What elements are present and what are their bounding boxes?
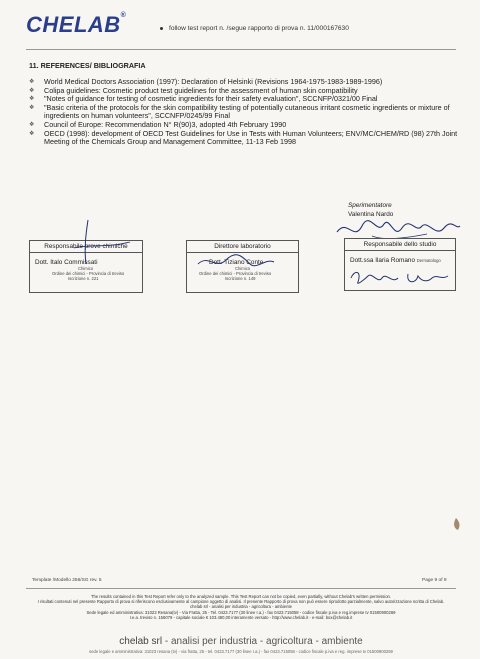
signatory-registration: Iscrizione n. 149 (225, 276, 256, 281)
box-title: Responsabile prove chimiche (30, 241, 142, 253)
reference-item: ❖ OECD (1998): development of OECD Test Guidelines for Use in Tests with Human Volunteers; ENV/MC/CHEM/RD (98) 27th Joint Meeting of the Chemicals Group and Management Committee, 11-13 Feb 1998 (29, 130, 461, 147)
footer-divider (26, 588, 456, 589)
signatory-name: Dott.ssa Ilaria Romano Dermatologo (350, 257, 441, 264)
section-title: 11. REFERENCES/ BIBLIOGRAFIA (29, 61, 146, 70)
signatory-registration: Iscrizione n. 221 (68, 276, 99, 281)
box-title: Direttore laboratorio (187, 241, 298, 253)
box-title: Responsabile dello studio (345, 239, 455, 251)
header-divider (26, 49, 456, 50)
signatory-role: Chimico (78, 266, 94, 271)
company-capital: r.e.a. treviso n. 156079 - capitale sociale € 103.480,00 interamente versato - http://www.chelab.it - e-mail: box@chelab.it (129, 614, 353, 620)
template-id: Template /Modello 256/SG rev. 5 (32, 578, 102, 583)
laboratory-signature (196, 250, 276, 274)
signatory-role: Chimico (235, 266, 251, 271)
stain-mark (450, 517, 462, 531)
footer-brand: chelab srl - analisi per industria - agricoltura - ambiente (119, 636, 363, 647)
reference-item: ❖ "Basic criteria of the protocols for the skin compatibility testing of potentially cutaneous irritant cosmetic ingredients or mixture of ingredients on human volunteers", SCCNFP/0245/99 Final (29, 104, 461, 121)
experimenter-label: Sperimentatore (348, 202, 392, 209)
reference-item: ❖ World Medical Doctors Association (1997): Declaration of Helsinki (Revisions 1964-1975-1983-1989-1996) (29, 78, 461, 86)
study-signature (348, 268, 452, 288)
reference-item: ❖ "Notes of guidance for testing of cosmetic ingredients for their safety evaluation", SCCNFP/0321/00 Final (29, 95, 461, 103)
signatory-order: Ordine dei chimici - Provincia di treviso (199, 271, 272, 276)
bullet-icon (160, 27, 163, 30)
report-reference: follow test report n. /segue rapporto di prova n. 11/000167630 (160, 25, 349, 32)
signatory-name: Dott. Italo Commissati (35, 259, 98, 266)
reference-list (29, 78, 461, 147)
signatory-name: Dott. Tiziano Conte (209, 259, 264, 266)
footer-disclaimer (26, 594, 456, 620)
chemical-signature (60, 218, 140, 268)
reference-item: ❖ Council of Europe: Recommendation N° R(90)3, adopted 4th February 1990 (29, 121, 461, 129)
company-line: chelab srl - analisi per industria - agricoltura - ambiente (190, 604, 292, 610)
disclaimer-italian: I risultati contenuti nel presente Rapporto di prova si riferiscono esclusivamente al campione oggetto di analisi. Il presente Rapporto di prova non può essere riprodotto parzialmente, salvo autorizzazione scritta di Chelab. (37, 599, 445, 605)
company-logo: CHELAB® (26, 12, 127, 37)
experimenter-name: Valentina Nardo (348, 211, 394, 218)
company-address: Sede legale ed amministrativa: 31023 Resana(tv) - Via Fratta, 25 - Tel. 0423.7177 (30 linee r.a.) - fax 0423.715058 - codice fiscale p.iva e reg.imprese tv 01500900269 (86, 609, 396, 615)
reference-item: ❖ Colipa guidelines: Cosmetic product test guidelines for the assessment of human skin compatibility (29, 87, 461, 95)
page-number: Page 9 of 9 (422, 578, 447, 583)
disclaimer-english: The results contained in this Test Report refer only to the analyzed sample. This Test Report can not be copied, even partially, without Chelab's written permission. (90, 594, 392, 599)
signatory-order: Ordine dei chimici - Provincia di treviso (52, 271, 125, 276)
footer-bottom-line: sede legale e amministrativa: 31023 resana (tv) - via fratta, 25 - tel. 0423.7177 (30 linee r.a.) - fax 0423.715058 - codice fiscale p.iva e reg. imprese tv 01500900269 (89, 649, 393, 654)
